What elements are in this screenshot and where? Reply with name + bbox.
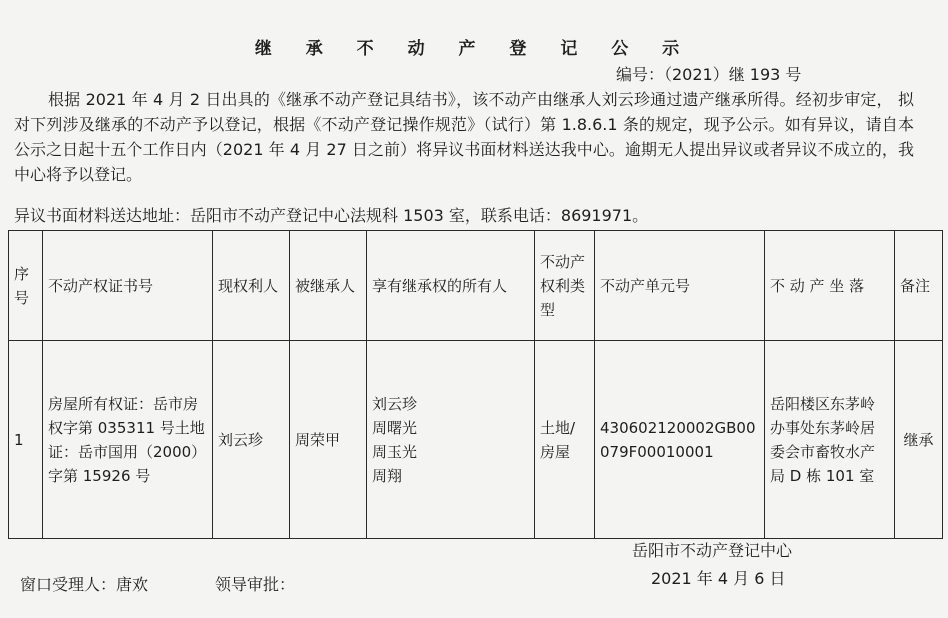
header-holder: 现权利人 xyxy=(213,231,290,341)
heir-name: 周玉光 xyxy=(372,442,418,461)
window-receiver-name: 唐欢 xyxy=(116,575,149,594)
window-receiver-label: 窗口受理人： xyxy=(20,575,117,594)
cell-right-type: 土地/房屋 xyxy=(535,341,595,539)
cell-deceased: 周荣甲 xyxy=(290,341,367,539)
cell-seq: 1 xyxy=(9,341,43,539)
issue-date: 2021 年 4 月 6 日 xyxy=(651,569,786,588)
window-receiver xyxy=(20,572,148,595)
issuing-organization: 岳阳市不动产登记中心 xyxy=(632,541,793,560)
table-row xyxy=(9,341,943,539)
header-cert-no: 不动产权证书号 xyxy=(43,231,213,341)
notice-title: 继 承 不 动 产 登 记 公 示 xyxy=(254,39,694,59)
header-right-type: 不动产权利类型 xyxy=(535,231,595,341)
header-heirs: 享有继承权的所有人 xyxy=(367,231,535,341)
cell-cert-no: 房屋所有权证：岳市房权字第 035311 号土地证：岳市国用（2000）字第 15926 号 xyxy=(43,341,213,539)
notice-body xyxy=(14,87,914,187)
header-remark: 备注 xyxy=(895,231,943,341)
heir-name: 周翔 xyxy=(372,466,403,485)
cell-remark: 继承 xyxy=(895,341,943,539)
cell-unit-no: 430602120002GB00079F00010001 xyxy=(595,341,765,539)
header-deceased: 被继承人 xyxy=(290,231,367,341)
cell-heirs xyxy=(367,341,535,539)
document-number: 编号：（2021）继 193 号 xyxy=(616,65,802,84)
heir-name: 刘云珍 xyxy=(372,394,418,413)
objection-address: 异议书面材料送达地址：岳阳市不动产登记中心法规科 1503 室，联系电话：8691971。 xyxy=(14,206,649,225)
header-unit-no: 不动产单元号 xyxy=(595,231,765,341)
header-seq: 序号 xyxy=(9,231,43,341)
leader-approval-label: 领导审批： xyxy=(215,575,296,594)
table-header-row xyxy=(9,231,943,341)
header-location: 不 动 产 坐 落 xyxy=(765,231,895,341)
notice-paragraph: 根据 2021 年 4 月 2 日出具的《继承不动产登记具结书》，该不动产由继承人刘云珍通过遗产继承所得。经初步审定， 拟对下列涉及继承的不动产予以登记，根据《不动产登记操作规范》（试行）第 1.8.6.1 条的规定，现予公示。如有异议，请自本公示之日起十五个工作日内（2021 年 4 月 27 日之前）将异议书面材料送达我中心。逾期无人提出异议或者异议不成立的，我中心将予以登记。 xyxy=(14,90,914,184)
cell-location: 岳阳楼区东茅岭办事处东茅岭居委会市畜牧水产局 D 栋 101 室 xyxy=(765,341,895,539)
cell-holder: 刘云珍 xyxy=(213,341,290,539)
heir-name: 周曙光 xyxy=(372,418,418,437)
registration-table xyxy=(8,230,943,539)
